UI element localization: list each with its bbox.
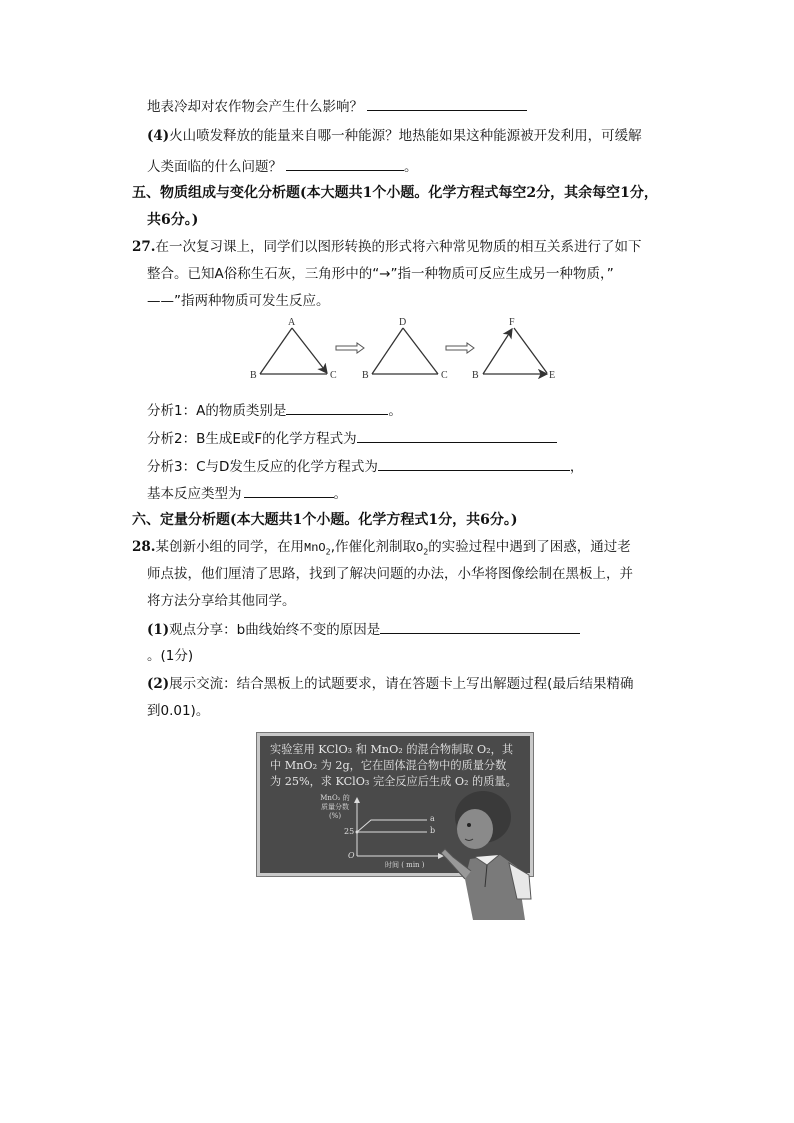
- part-label: (4): [147, 128, 170, 144]
- question-number: 27.: [132, 239, 156, 255]
- svg-text:C: C: [441, 370, 448, 381]
- formula-o2: O: [416, 541, 424, 555]
- punctuation: 。: [333, 486, 347, 502]
- answer-blank[interactable]: [244, 483, 334, 498]
- x-axis-label: 时间 ( min ): [385, 861, 425, 869]
- q26-part4: [147, 126, 642, 146]
- triangle-relationship-diagram: [245, 312, 565, 382]
- q27-analysis2: [147, 428, 557, 449]
- part-label: (1): [147, 622, 170, 638]
- question-text: ,作催化剂制取: [330, 539, 416, 555]
- svg-text:C: C: [330, 370, 337, 381]
- blackboard-line: 为 25%，求 KClO₃ 完全反应后生成 O₂ 的质量。: [270, 775, 517, 788]
- svg-text:D: D: [399, 317, 407, 328]
- q28-line3: [147, 591, 296, 611]
- question-text: 分析2：B生成E或F的化学方程式为: [147, 431, 357, 447]
- q28-part1-end: [147, 646, 193, 666]
- question-text: 人类面临的什么问题？: [147, 159, 282, 175]
- question-text: 将方法分享给其他同学。: [147, 593, 296, 609]
- subscript: 2: [423, 547, 429, 557]
- blackboard-problem-text: [270, 742, 532, 790]
- curve-a-label: a: [430, 814, 435, 823]
- part-label: (2): [147, 676, 170, 692]
- blackboard-illustration: [255, 732, 537, 920]
- question-text: 地表冷却对农作物会产生什么影响？: [147, 99, 363, 115]
- svg-text:B: B: [362, 370, 369, 381]
- punctuation: ，: [569, 459, 584, 475]
- q27-analysis1: [147, 400, 402, 421]
- origin-label: O: [348, 851, 355, 860]
- blackboard-line: 中 MnO₂ 为 2g，它在固体混合物中的质量分数: [270, 759, 507, 772]
- question-text: 分析1：A的物质类别是: [147, 403, 287, 419]
- q28-part2: [147, 674, 633, 694]
- question-text: 基本反应类型为: [147, 486, 242, 502]
- curve-b-label: b: [430, 826, 436, 835]
- y-label-line: (%): [328, 812, 342, 820]
- answer-blank[interactable]: [380, 619, 580, 634]
- answer-blank[interactable]: [286, 400, 388, 415]
- svg-text:B: B: [250, 370, 257, 381]
- q28-part1: [147, 619, 580, 640]
- y-label-line: MnO₂ 的: [320, 794, 350, 802]
- answer-blank[interactable]: [367, 96, 527, 111]
- question-text: 到0.01)。: [147, 703, 210, 719]
- q28-line2: [147, 564, 633, 584]
- answer-blank[interactable]: [357, 428, 557, 443]
- answer-blank[interactable]: [286, 156, 404, 171]
- question-text: 的实验过程中遇到了困惑，通过老: [428, 539, 631, 555]
- q26-part4-line2: [147, 156, 418, 177]
- y-tick-25: 25: [344, 827, 355, 836]
- formula-mno2: MnO: [304, 541, 326, 555]
- svg-text:A: A: [288, 317, 296, 328]
- q28-line1: [132, 537, 631, 563]
- q27-line2: [147, 264, 614, 284]
- question-text: 观点分享：b曲线始终不变的原因是: [169, 622, 381, 638]
- heading-text: 五、物质组成与变化分析题(本大题共1个小题。化学方程式每空2分，其余每空1分，: [132, 185, 658, 201]
- svg-text:F: F: [509, 317, 515, 328]
- question-text: 展示交流：结合黑板上的试题要求，请在答题卡上写出解题过程(最后结果精确: [169, 676, 634, 692]
- section5-heading-cont: [147, 210, 198, 230]
- question-text: 某创新小组的同学，在用: [155, 539, 304, 555]
- subscript: 2: [325, 547, 331, 557]
- heading-text: 共6分。): [147, 212, 199, 228]
- heading-text: 六、定量分析题(本大题共1个小题。化学方程式1分，共6分。): [132, 512, 518, 528]
- question-text: 分析3：C与D发生反应的化学方程式为: [147, 459, 378, 475]
- y-label-line: 质量分数: [321, 803, 349, 811]
- q28-part2-cont: [147, 701, 209, 721]
- question-text: 整合。已知A俗称生石灰，三角形中的“→”指一种物质可反应生成另一种物质，”: [147, 266, 614, 282]
- blackboard-line: 实验室用 KClO₃ 和 MnO₂ 的混合物制取 O₂，其: [270, 743, 514, 756]
- question-text: 。(1分): [147, 648, 194, 664]
- q27-line3: [147, 291, 330, 311]
- question-text: 火山喷发释放的能量来自哪一种能源？地热能如果这种能源被开发利用，可缓解: [169, 128, 642, 144]
- section5-heading: [132, 183, 658, 203]
- svg-text:E: E: [549, 370, 556, 381]
- q27-line1: [132, 237, 642, 257]
- svg-text:B: B: [472, 370, 479, 381]
- question-text: ——”指两种物质可发生反应。: [147, 293, 330, 309]
- question-text: 在一次复习课上，同学们以图形转换的形式将六种常见物质的相互关系进行了如下: [155, 239, 642, 255]
- question-number: 28.: [132, 539, 156, 555]
- section6-heading: [132, 510, 517, 530]
- punctuation: 。: [404, 159, 418, 175]
- punctuation: 。: [388, 403, 402, 419]
- q27-reaction-type: [147, 483, 347, 504]
- q27-analysis3: [147, 456, 583, 477]
- question-text: 师点拔，他们厘清了思路，找到了解决问题的办法，小华将图像绘制在黑板上，并: [147, 566, 633, 582]
- student-girl-illustration: [425, 787, 537, 920]
- q26-line-surface-cooling: [147, 96, 527, 117]
- answer-blank[interactable]: [378, 456, 570, 471]
